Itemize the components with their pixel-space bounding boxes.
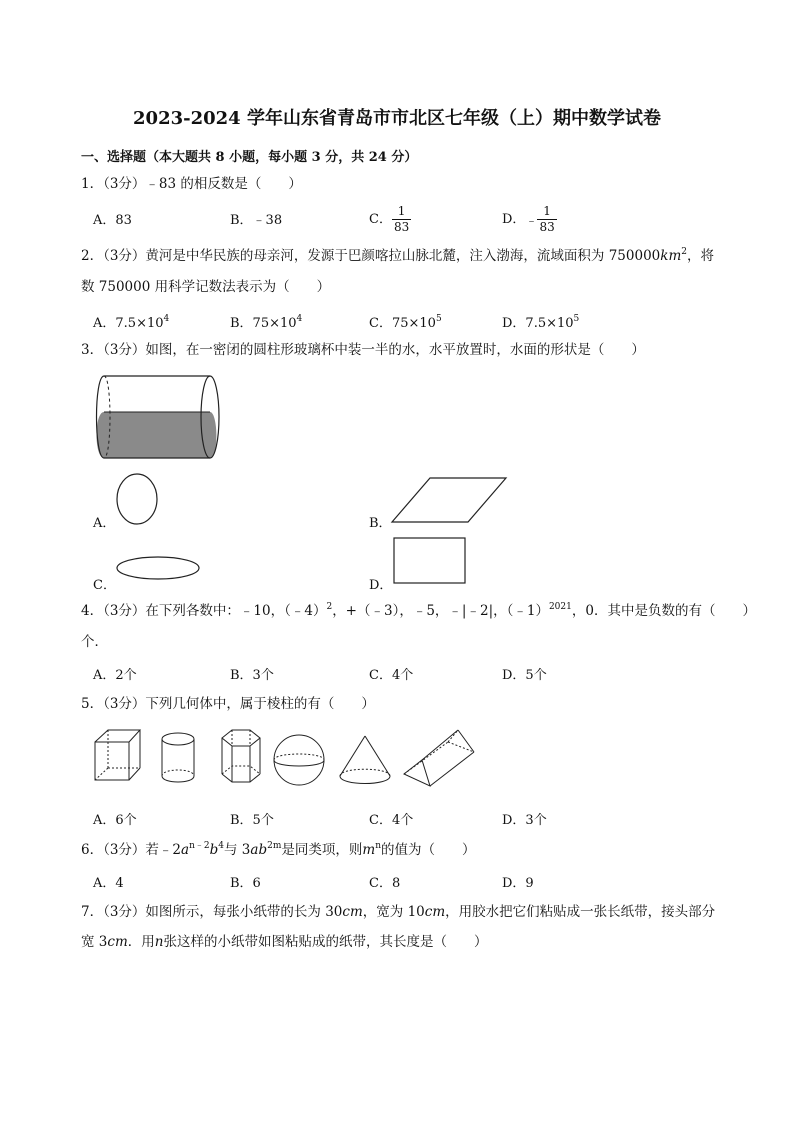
q3-option-d: D．: [369, 578, 393, 593]
ellipse-shape: [116, 556, 202, 582]
q6-option-b: B．6: [230, 876, 261, 891]
cylinder-with-water-figure: [92, 372, 222, 460]
q5-option-c: C．4个: [369, 813, 414, 828]
triangular-prism-figure: [402, 728, 478, 788]
q1-option-b: B．﹣38: [230, 213, 283, 228]
question-6-stem: 6．（3分）若$﹣2a^{n﹣2}b^4$与 $3ab^{2m}$是同类项，则$m^n$的值为（ ）: [81, 841, 476, 858]
circle-shape: [116, 472, 158, 526]
cube-figure: [94, 728, 144, 784]
q2-option-c: C．$75\times 10^5$: [369, 314, 442, 331]
q6-option-a: A．4: [93, 876, 124, 891]
question-4-line-1: 4．（3分）在下列各数中：﹣10，（﹣4）$^2$，+（﹣3），﹣5，﹣|﹣2|，（﹣1）$^{2021}$，0．其中是负数的有（ ）: [81, 602, 756, 619]
q1-option-d: D．﹣ $\frac{1}{83}$: [502, 204, 555, 234]
q6-option-d: D．9: [502, 876, 534, 891]
question-5-stem: 5．（3分）下列几何体中，属于棱柱的有（ ）: [81, 696, 375, 712]
q2-option-a: A．$7.5\times 10^4$: [93, 314, 170, 331]
q6-option-c: C．8: [369, 876, 401, 891]
q1-option-d-fraction: $\frac{1}{83}$: [539, 204, 555, 234]
q1-option-d-label: D．: [502, 212, 526, 227]
section-heading: 一、选择题（本大题共 8 小题，每小题 3 分，共 24 分）: [81, 150, 418, 165]
q3-option-c: C．: [93, 578, 116, 593]
q4-option-b: B．3个: [230, 668, 274, 683]
question-2-line-2: 数 750000 用科学记数法表示为（ ）: [81, 279, 331, 295]
q5-option-b: B．5个: [230, 813, 274, 828]
q2-option-b: B．$75\times 10^4$: [230, 314, 303, 331]
q1-option-c: [369, 204, 411, 235]
page-title: 2023-2024 学年山东省青岛市市北区七年级（上）期中数学试卷: [133, 108, 661, 129]
q4-option-d: D．5个: [502, 668, 547, 683]
q3-option-a: A．: [93, 516, 116, 531]
q1-option-c-label: C．: [369, 212, 392, 227]
hexagonal-prism-figure: [214, 728, 262, 784]
question-7-line-2: 宽 3cm．用n张这样的小纸带如图粘贴成的纸带，其长度是（ ）: [81, 934, 488, 950]
question-2-line-1: 2．（3分）黄河是中华民族的母亲河，发源于巴颜喀拉山脉北麓，注入渤海，流域面积为 $750000km^2$，将: [81, 247, 714, 264]
q1-option-a: A．83: [93, 213, 132, 228]
q4-option-c: C．4个: [369, 668, 414, 683]
cylinder-figure: [160, 732, 196, 784]
parallelogram-shape: [392, 476, 508, 524]
sphere-figure: [272, 734, 328, 788]
q5-option-d: D．3个: [502, 813, 547, 828]
q3-option-b: B．: [369, 516, 392, 531]
question-1-stem: 1．（3分）﹣83 的相反数是（ ）: [81, 176, 302, 192]
rectangle-shape: [393, 537, 467, 585]
q1-option-c-fraction: $\frac{1}{83}$: [393, 204, 410, 234]
q5-option-a: A．6个: [93, 813, 137, 828]
question-4-line-2: 个．: [81, 634, 108, 650]
question-3-stem: 3．（3分）如图，在一密闭的圆柱形玻璃杯中装一半的水，水平放置时，水面的形状是（ ）: [81, 342, 645, 358]
question-7-line-1: 7．（3分）如图所示，每张小纸带的长为 30cm，宽为 10cm，用胶水把它们粘贴成一张长纸带，接头部分: [81, 904, 716, 920]
q2-option-d: D．$7.5\times 10^5$: [502, 314, 580, 331]
q4-option-a: A．2个: [93, 668, 137, 683]
cone-figure: [338, 734, 394, 788]
